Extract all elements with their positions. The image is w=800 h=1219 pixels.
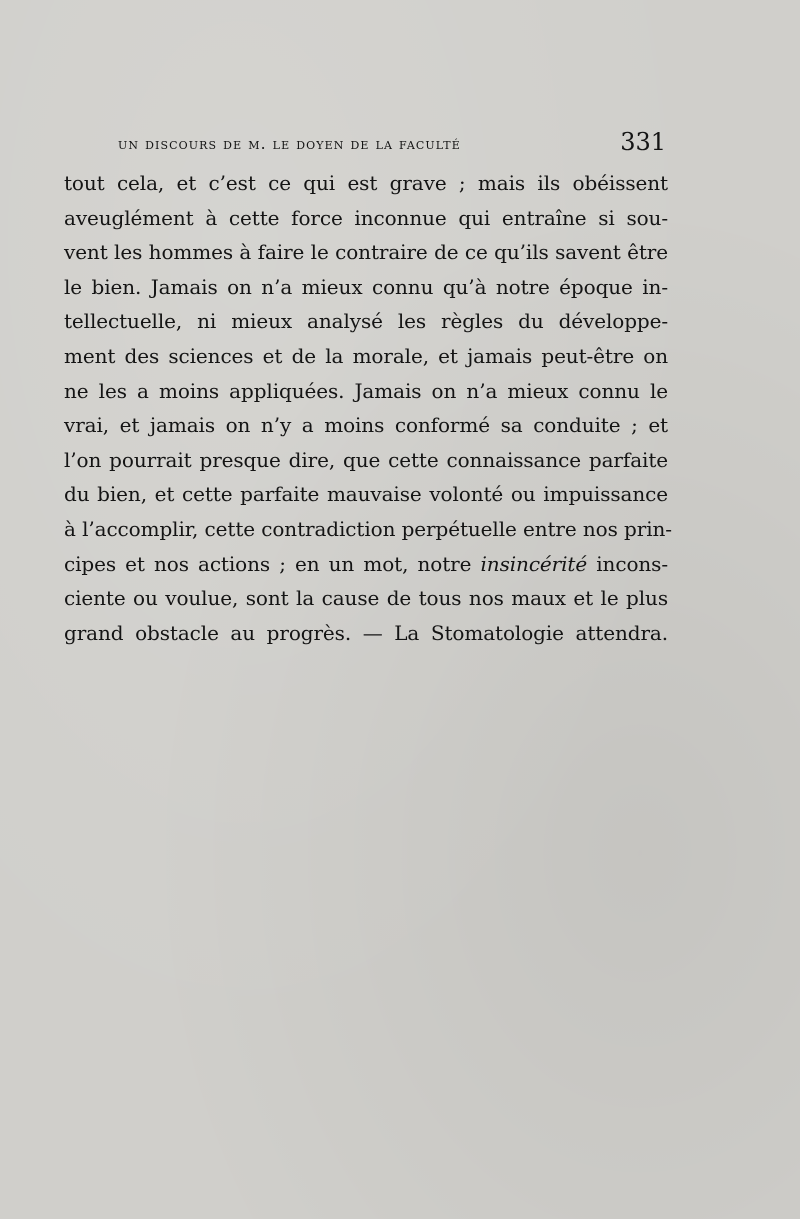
- text-line: grand obstacle au progrès. — La Stomatologie attendra.: [64, 620, 668, 645]
- text-line: tellectuelle, ni mieux analysé les règles du développe-: [64, 309, 668, 334]
- text-line: l’on pourrait presque dire, que cette connaissance parfaite: [64, 447, 668, 472]
- text-line: du bien, et cette parfaite mauvaise volonté ou impuissance: [64, 482, 668, 507]
- running-head: [118, 128, 670, 160]
- text-line: ment des sciences et de la morale, et jamais peut-être on: [64, 343, 668, 368]
- text-line: ciente ou voulue, sont la cause de tous nos maux et le plus: [64, 586, 668, 611]
- text-line-with-italic: [64, 547, 668, 582]
- page-number: 331: [620, 128, 666, 156]
- text-line-segment: cipes et nos actions ; en un mot, notre: [64, 551, 472, 576]
- running-title: un discours de m. le doyen de la faculté: [118, 135, 461, 153]
- text-line: le bien. Jamais on n’a mieux connu qu’à notre époque in-: [64, 274, 668, 299]
- body-paragraph: [64, 166, 672, 650]
- text-line: ne les a moins appliquées. Jamais on n’a mieux connu le: [64, 378, 668, 403]
- text-line: à l’accomplir, cette contradiction perpétuelle entre nos prin-: [64, 516, 672, 541]
- text-line: vrai, et jamais on n’y a moins conformé sa conduite ; et: [64, 413, 668, 438]
- text-line: vent les hommes à faire le contraire de ce qu’ils savent être: [64, 240, 668, 265]
- italic-word: insincérité: [480, 551, 588, 576]
- text-line: tout cela, et c’est ce qui est grave ; mais ils obéissent: [64, 171, 668, 195]
- text-line-segment: incons-: [596, 551, 668, 576]
- text-line: aveuglément à cette force inconnue qui entraîne si sou-: [64, 205, 668, 230]
